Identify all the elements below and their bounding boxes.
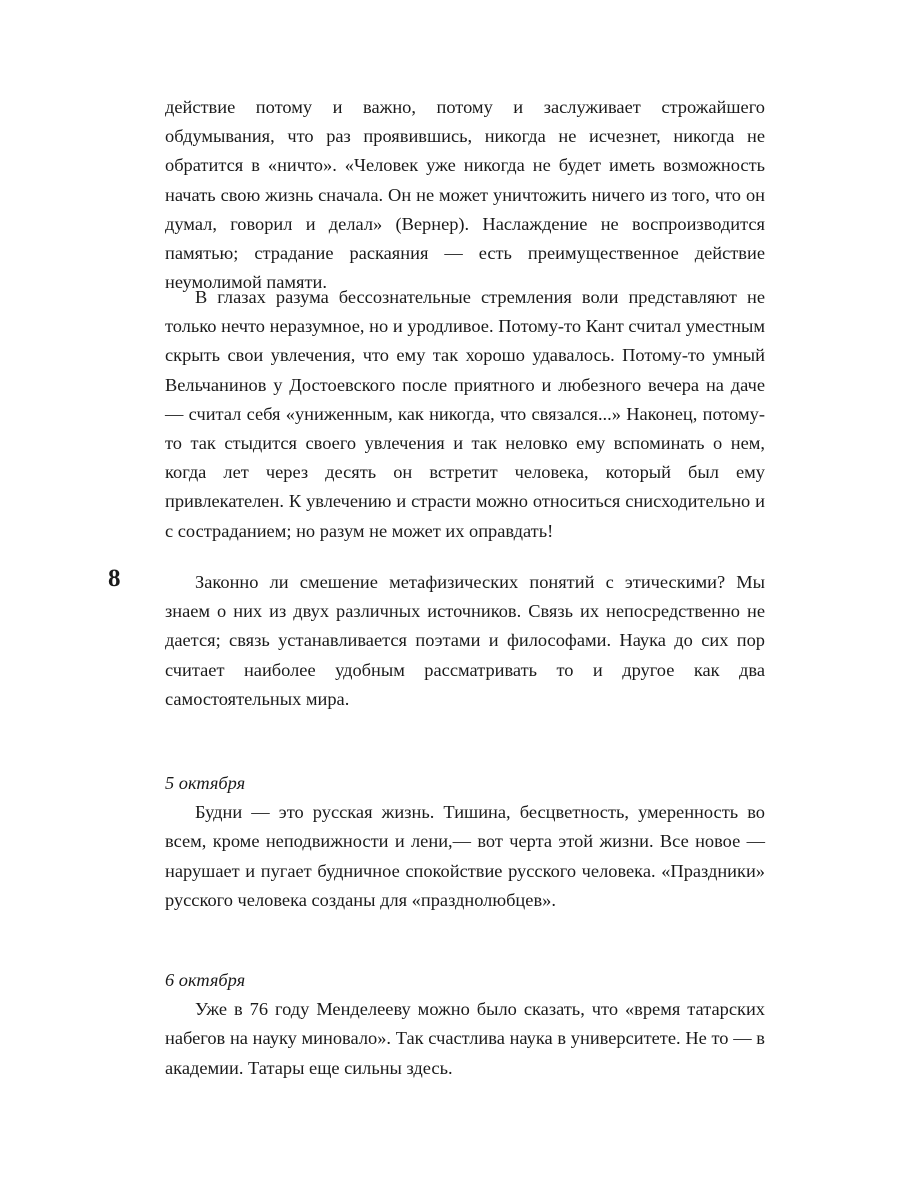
paragraph-metaphysics bbox=[165, 568, 765, 714]
diary-entry bbox=[165, 769, 765, 915]
page-number: 8 bbox=[108, 565, 121, 592]
paragraph-continuation bbox=[165, 93, 765, 297]
paragraph-kant bbox=[165, 283, 765, 546]
paragraph-text: В глазах разума бессознательные стремления воли представляют не только нечто неразумное, но и уродливое. Потому-то Кант считал уместным скрыть свои увлечения, что ему так хорошо удавалось. Потому-то умный Вельчанинов у Достоевского после приятного и любезного вечера на даче — считал себя «униженным, как никогда, что связался...» Наконец, потому-то так стыдится своего увлечения и так неловко ему вспоминать о нем, когда лет через десять он встретит человека, который был ему привлекателен. К увлечению и страсти можно относиться снисходительно и с состраданием; но разум не может их оправдать! bbox=[165, 287, 765, 541]
paragraph-text: действие потому и важно, потому и заслуживает строжайшего обдумывания, что раз проявившись, никогда не исчезнет, никогда не обратится в «ничто». «Человек уже никогда не будет иметь возможность начать свою жизнь сначала. Он не может уничтожить ничего из того, что он думал, говорил и делал» (Вернер). Наслаждение не воспроизводится памятью; страдание раскаяния — есть преимущественное действие неумолимой памяти. bbox=[165, 97, 765, 293]
entry-date: 6 октября bbox=[165, 970, 246, 990]
diary-entry bbox=[165, 966, 765, 1083]
entry-date: 5 октября bbox=[165, 773, 246, 793]
entry-text: Уже в 76 году Менделееву можно было сказать, что «время татарских набегов на науку миновало». Так счастлива наука в университете. Не то — в академии. Татары еще сильны здесь. bbox=[165, 999, 765, 1078]
paragraph-text: Законно ли смешение метафизических понятий с этическими? Мы знаем о них из двух различных источников. Связь их непосредственно не дается; связь устанавливается поэтами и философами. Наука до сих пор считает наиболее удобным рассматривать то и другое как два самостоятельных мира. bbox=[165, 572, 765, 709]
entry-text: Будни — это русская жизнь. Тишина, бесцветность, умеренность во всем, кроме неподвижности и лени,— вот черта этой жизни. Все новое — нарушает и пугает будничное спокойствие русского человека. «Праздники» русского человека созданы для «празднолюбцев». bbox=[165, 802, 765, 910]
